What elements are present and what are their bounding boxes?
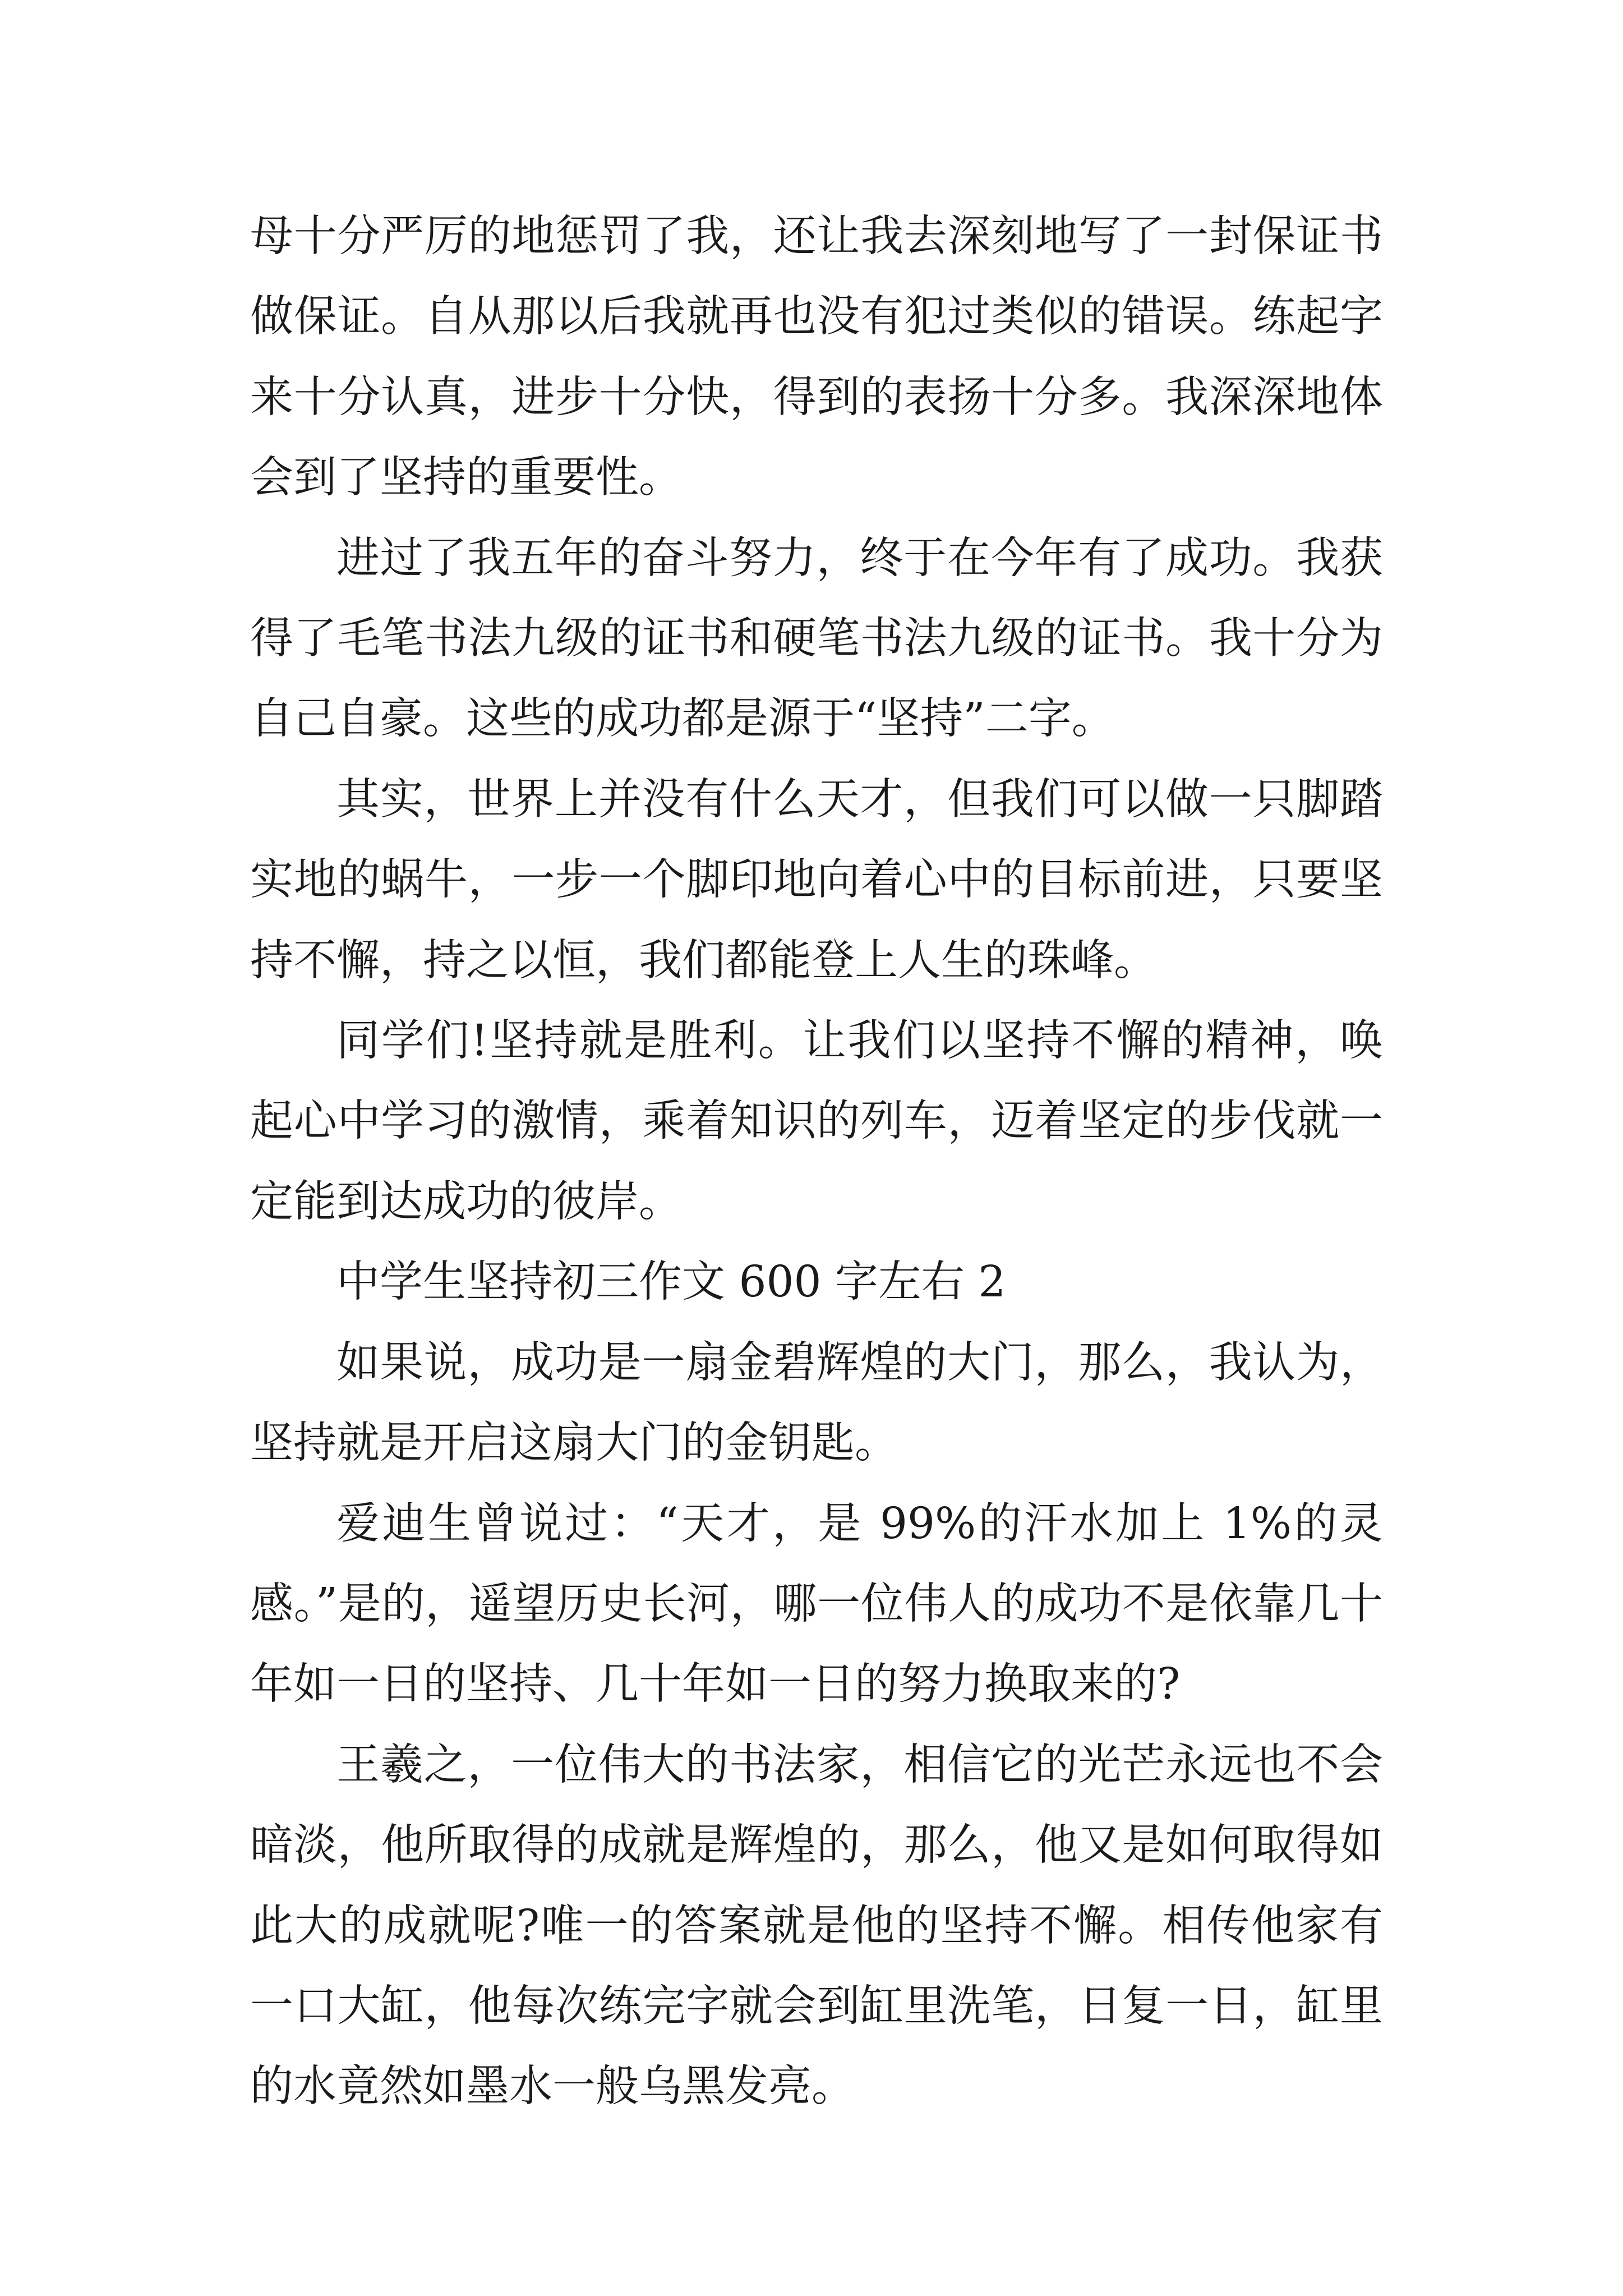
paragraph-success: 进过了我五年的奋斗努力，终于在今年有了成功。我获得了毛笔书法九级的证书和硬笔书法九级的证书。我十分为自己自豪。这些的成功都是源于“坚持”二字。 bbox=[250, 533, 1383, 744]
paragraph-continuation: 母十分严厉的地惩罚了我，还让我去深刻地写了一封保证书做保证。自从那以后我就再也没有犯过类似的错误。练起字来十分认真，进步十分快，得到的表扬十分多。我深深地体会到了坚持的重要性。 bbox=[250, 211, 1383, 503]
paragraph-classmates: 同学们!坚持就是胜利。让我们以坚持不懈的精神，唤起心中学习的激情，乘着知识的列车，迈着坚定的步伐就一定能到达成功的彼岸。 bbox=[250, 1016, 1383, 1227]
paragraph-wang-xizhi: 王羲之，一位伟大的书法家，相信它的光芒永远也不会暗淡，他所取得的成就是辉煌的，那么，他又是如何取得如此大的成就呢?唯一的答案就是他的坚持不懈。相传他家有一口大缸，他每次练完字就会到缸里洗笔，日复一日，缸里的水竟然如墨水一般乌黑发亮。 bbox=[250, 1740, 1383, 2112]
paragraph-edison: 爱迪生曾说过：“天才，是 99%的汗水加上 1%的灵感。”是的，遥望历史长河，哪一位伟人的成功不是依靠几十年如一日的坚持、几十年如一日的努力换取来的? bbox=[250, 1498, 1383, 1710]
document-body bbox=[250, 196, 1383, 2127]
paragraph-golden-key: 如果说，成功是一扇金碧辉煌的大门，那么，我认为，坚持就是开启这扇大门的金钥匙。 bbox=[250, 1337, 1383, 1469]
paragraph-snail: 其实，世界上并没有什么天才，但我们可以做一只脚踏实地的蜗牛，一步一个脚印地向着心中的目标前进，只要坚持不懈，持之以恒，我们都能登上人生的珠峰。 bbox=[250, 774, 1383, 986]
essay-heading: 中学生坚持初三作文 600 字左右 2 bbox=[336, 1257, 1006, 1308]
